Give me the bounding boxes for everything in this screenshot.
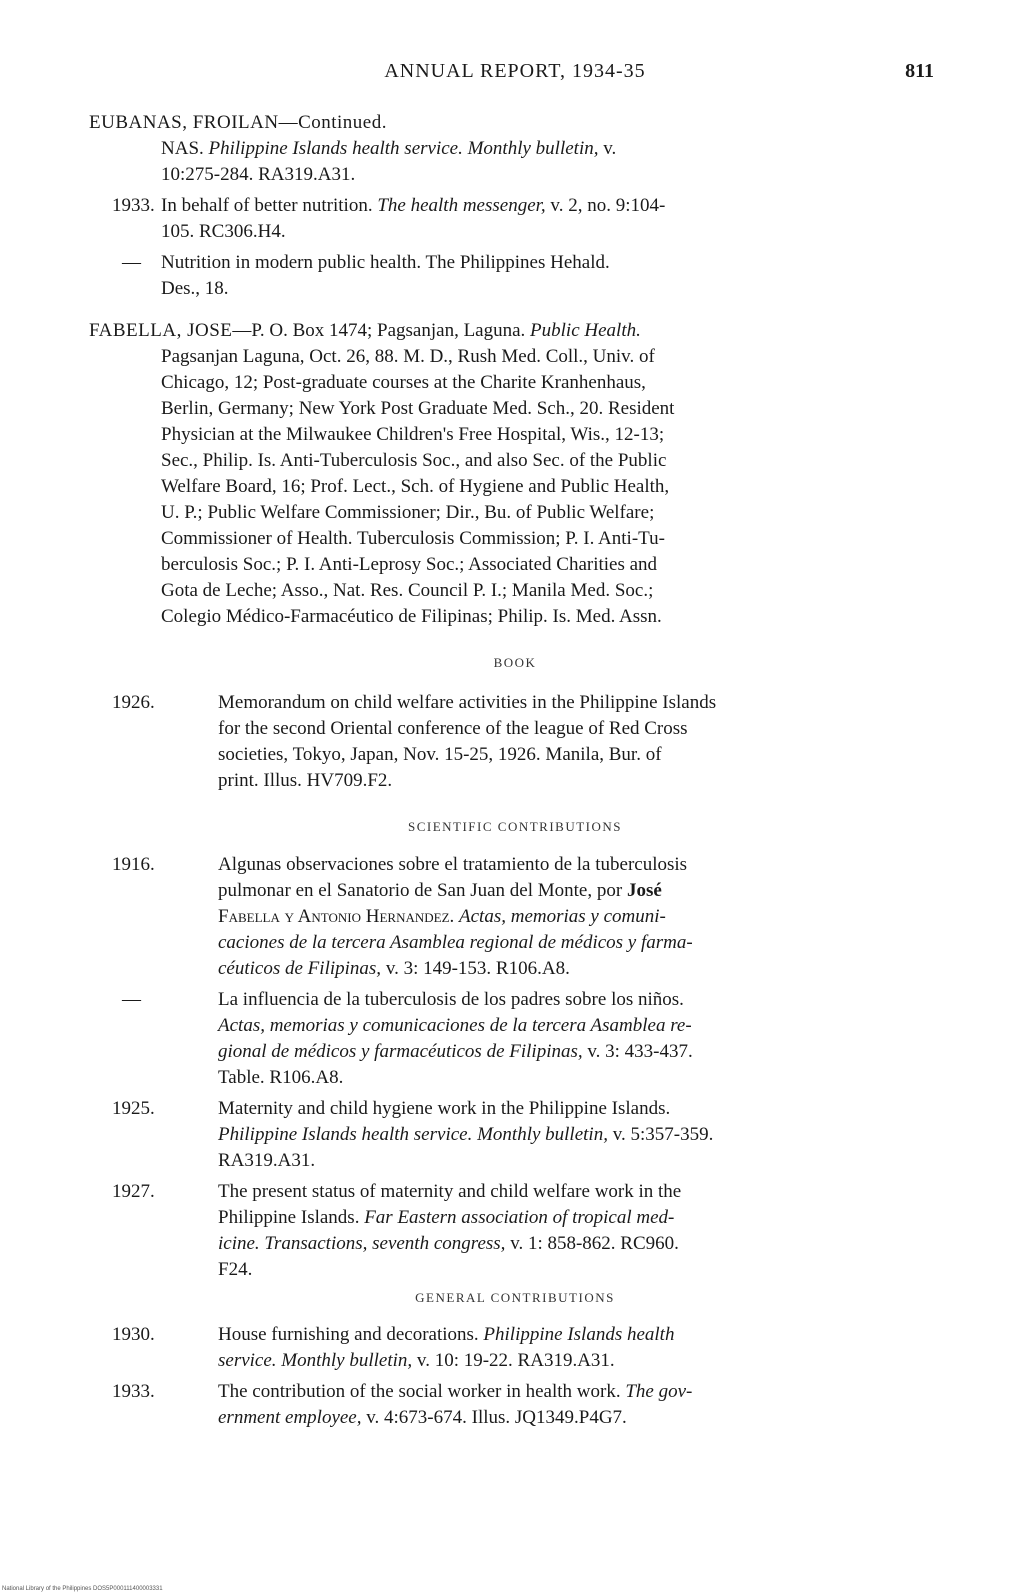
journal-title: ernment employee, (218, 1407, 362, 1428)
text: v. 10: 19-22. RA319.A31. (416, 1350, 615, 1371)
citation-line (161, 136, 616, 162)
citation-line (161, 193, 665, 219)
ditto-dash: — (122, 252, 141, 273)
journal-title: The health messenger, (377, 195, 546, 216)
journal-title: icine. Transactions, seventh congress, (218, 1233, 506, 1254)
citation-line: Table. R106.A8. (218, 1067, 344, 1088)
citation-line (218, 1379, 692, 1405)
citation-line: societies, Tokyo, Japan, Nov. 15-25, 1926. Manila, Bur. of (218, 744, 662, 765)
section-heading-book: BOOK (493, 655, 537, 670)
citation-line (218, 1231, 679, 1257)
citation-line (218, 878, 662, 904)
section-heading-scientific: SCIENTIFIC CONTRIBUTIONS (407, 819, 623, 834)
entry-year: 1927. (112, 1181, 155, 1202)
citation-line: Memorandum on child welfare activities in the Philippine Islands (218, 692, 717, 713)
citation-line: 10:275-284. RA319.A31. (161, 164, 356, 185)
section-heading-general: GENERAL CONTRIBUTIONS (415, 1290, 615, 1305)
field-label: Public Health. (530, 320, 641, 341)
text: NAS. (161, 138, 204, 159)
bio-line: Gota de Leche; Asso., Nat. Res. Council P. I.; Manila Med. Soc.; (161, 580, 654, 601)
entry-year: 1925. (112, 1098, 155, 1119)
bio-line: Berlin, Germany; New York Post Graduate Med. Sch., 20. Resident (161, 398, 675, 419)
citation-line: Maternity and child hygiene work in the Philippine Islands. (218, 1098, 671, 1119)
citation-line (218, 1039, 693, 1065)
entry-year: 1933. (112, 1381, 155, 1402)
text: In behalf of better nutrition. (161, 195, 373, 216)
citation-line (218, 930, 693, 956)
bio-line: berculosis Soc.; P. I. Anti-Leprosy Soc.; Associated Charities and (161, 554, 658, 575)
text: House furnishing and decorations. (218, 1324, 479, 1345)
citation-line (218, 1013, 692, 1039)
bio-line: U. P.; Public Welfare Commissioner; Dir., Bu. of Public Welfare; (161, 502, 655, 523)
bio-line: Welfare Board, 16; Prof. Lect., Sch. of Hygiene and Public Health, (161, 476, 670, 497)
bio-line: Sec., Philip. Is. Anti-Tuberculosis Soc., and also Sec. of the Public (161, 450, 667, 471)
bio-line: Pagsanjan Laguna, Oct. 26, 88. M. D., Rush Med. Coll., Univ. of (161, 346, 655, 367)
entry-year: 1916. (112, 854, 155, 875)
citation-line: RA319.A31. (218, 1150, 316, 1171)
entry-year: 1930. (112, 1324, 155, 1345)
text: v. 5:357-359. (612, 1124, 714, 1145)
bio-line: Physician at the Milwaukee Children's Free Hospital, Wis., 12-13; (161, 424, 665, 445)
running-head (0, 60, 1030, 86)
text: Philippine Islands. (218, 1207, 360, 1228)
citation-line (218, 1405, 627, 1431)
journal-title: gional de médicos y farmacéuticos de Filipinas, (218, 1041, 583, 1062)
citation-line: 105. RC306.H4. (161, 221, 286, 242)
running-title: ANNUAL REPORT, 1934-35 (384, 60, 646, 82)
journal-title: céuticos de Filipinas, (218, 958, 382, 979)
citation-line (218, 956, 570, 982)
text: v. 3: 149-153. R106.A8. (385, 958, 570, 979)
journal-title: service. Monthly bulletin, (218, 1350, 413, 1371)
citation-line: Nutrition in modern public health. The Philippines Hehald. (161, 252, 610, 273)
author-name: FABELLA, JOSE (89, 320, 233, 341)
bio-line: Commissioner of Health. Tuberculosis Commission; P. I. Anti-Tu- (161, 528, 665, 549)
bio-line: Colegio Médico-Farmacéutico de Filipinas; Philip. Is. Med. Assn. (161, 606, 662, 627)
text: v. 1: 858-862. RC960. (510, 1233, 679, 1254)
author-heading: EUBANAS, FROILAN—Continued. (89, 112, 387, 133)
journal-title: Philippine Islands health (483, 1324, 675, 1345)
text: pulmonar en el Sanatorio de San Juan del Monte, por (218, 880, 623, 901)
text: The contribution of the social worker in health work. (218, 1381, 621, 1402)
citation-line (218, 1205, 674, 1231)
citation-line (218, 1348, 615, 1374)
page-number: 811 (905, 60, 934, 82)
text: v. 2, no. 9:104- (550, 195, 666, 216)
ditto-dash: — (122, 989, 141, 1010)
journal-title: caciones de la tercera Asamblea regional de médicos y farma- (218, 932, 693, 953)
citation-line: for the second Oriental conference of the league of Red Cross (218, 718, 688, 739)
journal-title: Philippine Islands health service. (208, 138, 463, 159)
bio-line: Chicago, 12; Post-graduate courses at the Charite Kranhenhaus, (161, 372, 646, 393)
text: —P. O. Box 1474; Pagsanjan, Laguna. (232, 320, 526, 341)
journal-title: Actas, memorias y comuni- (459, 906, 666, 927)
citation-line: Des., 18. (161, 278, 229, 299)
text: v. 4:673-674. Illus. JQ1349.P4G7. (366, 1407, 627, 1428)
citation-line: The present status of maternity and child welfare work in the (218, 1181, 682, 1202)
journal-title: Far Eastern association of tropical med- (364, 1207, 675, 1228)
journal-title: Actas, memorias y comunicaciones de la tercera Asamblea re- (218, 1015, 692, 1036)
journal-title: Philippine Islands health service. Monthly bulletin, (218, 1124, 608, 1145)
library-footer-note: National Library of the Philippines DOS5P000111400003331 (2, 1586, 163, 1592)
citation-line: F24. (218, 1259, 253, 1280)
entry-year: 1926. (112, 692, 155, 713)
journal-title: The gov- (625, 1381, 693, 1402)
entry-year: 1933. (112, 195, 155, 216)
citation-line (218, 1122, 713, 1148)
text: v. (603, 138, 617, 159)
text: v. 3: 433-437. (587, 1041, 693, 1062)
author-heading (89, 318, 641, 344)
citation-line: La influencia de la tuberculosis de los padres sobre los niños. (218, 989, 684, 1010)
citation-line: print. Illus. HV709.F2. (218, 770, 393, 791)
citation-line (218, 1322, 674, 1348)
citation-line: Algunas observaciones sobre el tratamiento de la tuberculosis (218, 854, 688, 875)
author-name: José (626, 880, 662, 901)
citation-line (218, 904, 666, 930)
journal-title: Monthly bulletin, (467, 138, 599, 159)
co-authors: Fabella y Antonio Hernandez. (218, 906, 455, 927)
